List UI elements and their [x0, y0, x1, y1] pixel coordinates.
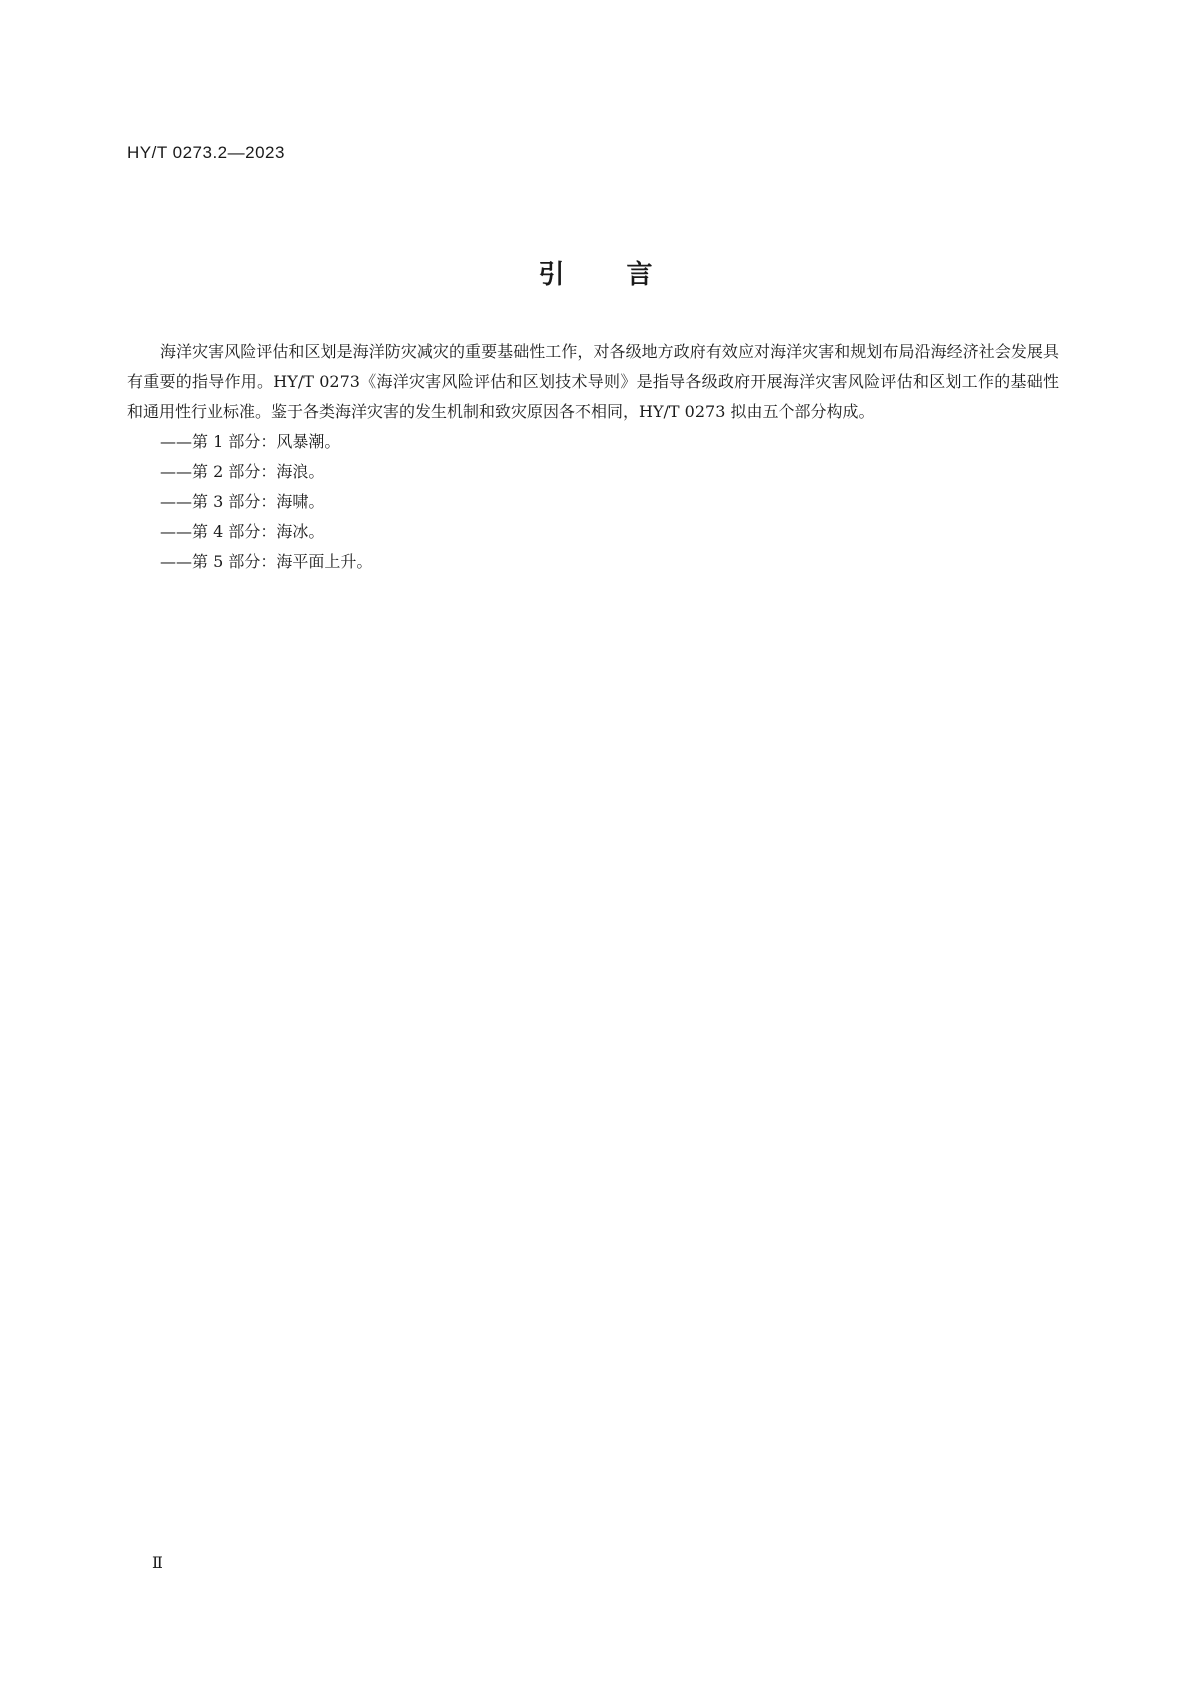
part-3-item: ——第 3 部分：海啸。 — [160, 492, 325, 511]
parts-list — [127, 427, 1059, 577]
part-1-item: ——第 1 部分：风暴潮。 — [160, 432, 341, 451]
introduction-body — [127, 337, 1059, 577]
part-2-item: ——第 2 部分：海浪。 — [160, 462, 325, 481]
introduction-paragraph: 海洋灾害风险评估和区划是海洋防灾减灾的重要基础性工作，对各级地方政府有效应对海洋灾害和规划布局沿海经济社会发展具有重要的指导作用。HY/T 0273《海洋灾害风险评估和区划技术导则》是指导各级政府开展海洋灾害风险评估和区划工作的基础性和通用性行业标准。鉴于各类海洋灾害的发生机制和致灾原因各不相同，HY/T 0273 拟由五个部分构成。 — [127, 342, 1059, 421]
standard-code: HY/T 0273.2—2023 — [127, 143, 285, 162]
part-4-item: ——第 4 部分：海冰。 — [160, 522, 325, 541]
page-number: Ⅱ — [152, 1553, 163, 1572]
part-5-item: ——第 5 部分：海平面上升。 — [160, 552, 373, 571]
page-title: 引言 — [538, 260, 715, 291]
